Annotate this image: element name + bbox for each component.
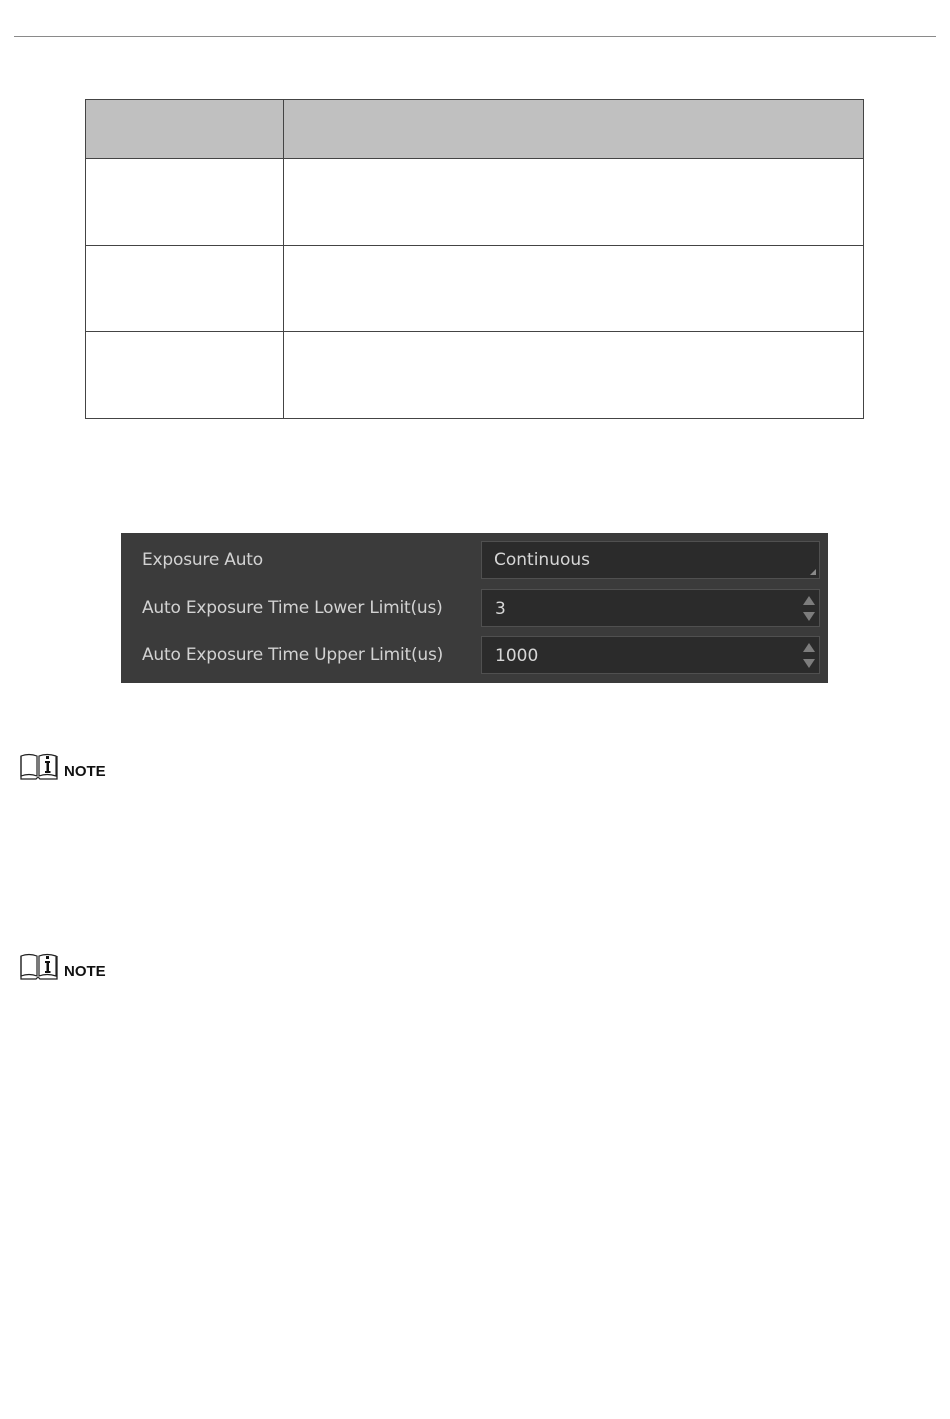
table-row xyxy=(86,332,864,419)
spin-buttons[interactable] xyxy=(803,594,815,624)
exposure-auto-row xyxy=(121,533,828,580)
exposure-settings-panel xyxy=(121,533,828,683)
parameter-table xyxy=(85,99,864,419)
table-cell xyxy=(284,159,864,246)
header-rule xyxy=(14,36,936,37)
dropdown-corner-icon xyxy=(810,569,816,575)
spin-buttons[interactable] xyxy=(803,641,815,671)
lower-limit-spinbox[interactable] xyxy=(481,589,820,627)
spin-up-icon[interactable] xyxy=(803,596,815,605)
book-info-icon xyxy=(19,952,59,982)
upper-limit-spinbox[interactable] xyxy=(481,636,820,674)
table-cell xyxy=(86,159,284,246)
lower-limit-value: 3 xyxy=(495,599,506,619)
note-callout xyxy=(19,952,139,982)
table-cell xyxy=(284,245,864,332)
lower-limit-row xyxy=(121,581,828,628)
note-callout xyxy=(19,752,139,782)
upper-limit-value: 1000 xyxy=(495,646,539,666)
spin-down-icon[interactable] xyxy=(803,612,815,621)
lower-limit-label: Auto Exposure Time Lower Limit(us) xyxy=(142,598,443,618)
spin-down-icon[interactable] xyxy=(803,659,815,668)
note-label: NOTE xyxy=(64,963,106,980)
table-cell xyxy=(284,332,864,419)
exposure-auto-value: Continuous xyxy=(494,550,591,570)
table-cell xyxy=(86,332,284,419)
table-row xyxy=(86,245,864,332)
exposure-auto-dropdown[interactable] xyxy=(481,541,820,579)
table-cell xyxy=(86,245,284,332)
upper-limit-row xyxy=(121,628,828,675)
table-header-cell xyxy=(284,100,864,159)
table-row xyxy=(86,159,864,246)
upper-limit-label: Auto Exposure Time Upper Limit(us) xyxy=(142,645,444,665)
exposure-auto-label: Exposure Auto xyxy=(142,550,263,570)
book-info-icon xyxy=(19,752,59,782)
table-header-row xyxy=(86,100,864,159)
note-label: NOTE xyxy=(64,763,106,780)
spin-up-icon[interactable] xyxy=(803,643,815,652)
table-header-cell xyxy=(86,100,284,159)
